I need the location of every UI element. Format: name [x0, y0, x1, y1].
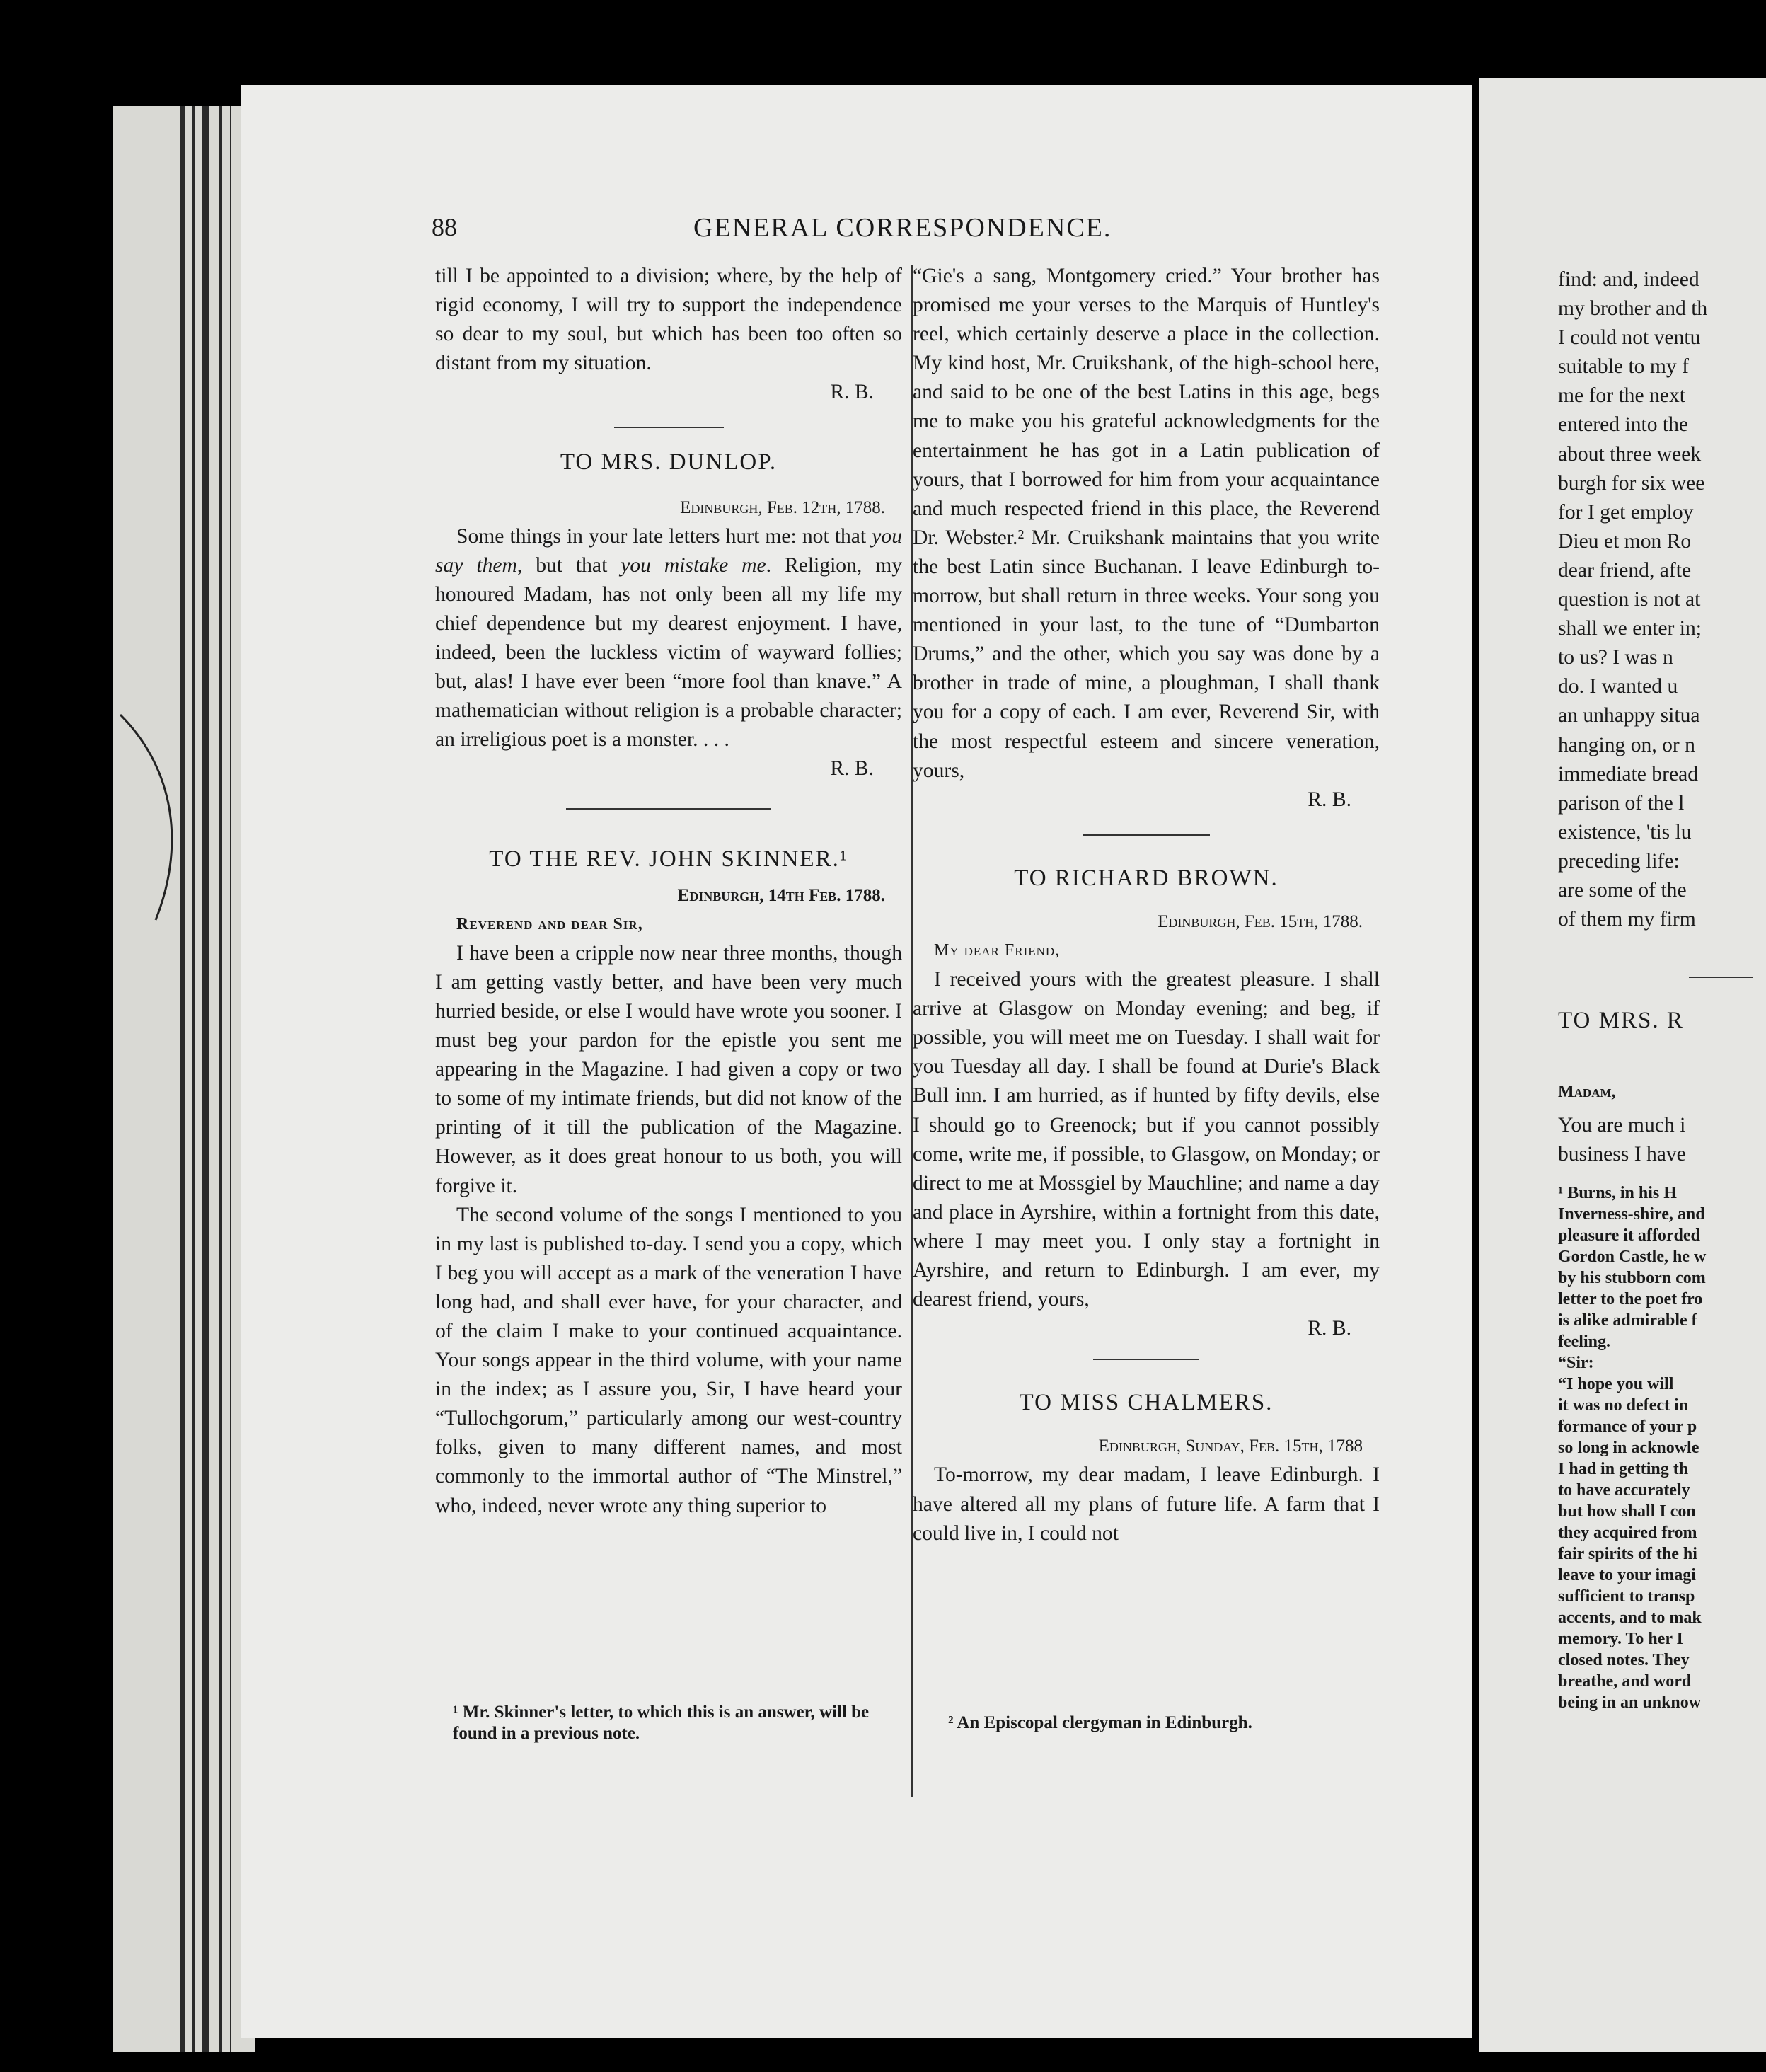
- text-line: “I hope you will: [1558, 1374, 1674, 1393]
- signature: R. B.: [1308, 788, 1351, 811]
- facing-page-text: [1558, 265, 1766, 1713]
- text-line: burgh for six wee: [1558, 471, 1705, 495]
- text-line: ¹ Burns, in his H: [1558, 1183, 1677, 1202]
- letter-body: I have been a cripple now near three months, though I am getting vastly better, and have been very much hurried beside, or else I would have wrote you sooner. I must beg your pardon for the epistle you sent me appearing in the Magazine. I had given a copy or two to some of my intimate friends, but did not know of the printing of it till the publication of the Magazine. However, as it does great honour to us both, you will forgive it.: [435, 941, 902, 1197]
- text-line: being in an unknow: [1558, 1693, 1702, 1712]
- page-number: 88: [432, 213, 457, 241]
- page-88: [241, 85, 1472, 2038]
- letter-body: I received yours with the greatest pleasure. I shall arrive at Glasgow on Monday evening; and beg, if possible, you will meet me on Tuesday. I shall wait for you Tuesday all day. I shall be found at Durie's Black Bull inn. I am hurried, as if hunted by fifty devils, else I should go to Greenock; but if you cannot possibly come, write me, if possible, to Glasgow, on Monday; or direct to me at Mossgiel by Mauchline; and name a day and place in Ayrshire, within a fortnight from this date, where I may meet you. I only stay a fortnight in Ayrshire, and return to Edinburgh. I am ever, my dearest friend, yours,: [913, 968, 1380, 1311]
- section-rule: [1689, 977, 1753, 978]
- text-line: dear friend, afte: [1558, 558, 1692, 582]
- text-line: sufficient to transp: [1558, 1587, 1695, 1606]
- text-line: leave to your imagi: [1558, 1565, 1696, 1584]
- text-line: letter to the poet fro: [1558, 1289, 1703, 1308]
- running-head: [241, 212, 1472, 255]
- text-line: me for the next: [1558, 384, 1685, 408]
- text-line: formance of your p: [1558, 1417, 1697, 1436]
- salutation: My dear Friend,: [934, 940, 1061, 960]
- letter-heading-dunlop: TO MRS. DUNLOP.: [560, 449, 778, 476]
- facing-page-body: [1558, 265, 1766, 934]
- text-line: I could not ventu: [1558, 326, 1701, 350]
- text-line: find: and, indeed: [1558, 268, 1699, 291]
- letter-heading: TO MRS. R: [1558, 1008, 1684, 1034]
- text-line: memory. To her I: [1558, 1629, 1683, 1648]
- text-line: are some of the: [1558, 878, 1687, 902]
- letter-continuation: till I be appointed to a division; where, by the help of rigid economy, I will try to support the independence so dear to my soul, but which has been too often so distant from my situation.: [435, 265, 902, 375]
- dateline: Edinburgh, Feb. 15th, 1788.: [1158, 911, 1363, 931]
- section-rule: [1083, 834, 1210, 836]
- text-line: by his stubborn com: [1558, 1268, 1706, 1287]
- text-line: but how shall I con: [1558, 1502, 1696, 1521]
- letter-body: Some things in your late letters hurt me: not that you say them, but that you mistake me. Religion, my honoured Madam, has not only been all my life my chief dependence but my dearest enjoyment. I have, indeed, been the luckless victim of wayward follies; but, alas! I have ever been “more fool than knave.” A mathematician without religion is a probable character; an irreligious poet is a monster. . . .: [435, 524, 903, 752]
- letter-body: The second volume of the songs I mentioned to you in my last is published to-day. I send you a copy, which I beg you will accept as a mark of the veneration I have long had, and shall ever have, for your character, and of the claim I make to your continued acquaintance. Your songs appear in the third volume, with your name in the index; as I assure you, Sir, I have heard your “Tullochgorum,” particularly among our west-country folks, given to many different names, and most commonly to the immortal author of “The Minstrel,” who, indeed, never wrote any thing superior to: [435, 1203, 902, 1517]
- letter-body: To-morrow, my dear madam, I leave Edinburgh. I have altered all my plans of future life. A farm that I could live in, I could not: [913, 1463, 1380, 1545]
- signature: R. B.: [830, 757, 874, 781]
- text-line: Dieu et mon Ro: [1558, 529, 1692, 553]
- text-line: about three week: [1558, 442, 1702, 466]
- text-line: closed notes. They: [1558, 1650, 1690, 1669]
- text-line: my brother and th: [1558, 297, 1708, 321]
- text-line: Inverness-shire, and: [1558, 1204, 1705, 1224]
- text-line: Gordon Castle, he w: [1558, 1247, 1707, 1266]
- text-line: suitable to my f: [1558, 355, 1689, 379]
- text-line: accents, and to mak: [1558, 1608, 1702, 1627]
- text-line: shall we enter in;: [1558, 617, 1702, 640]
- text-line: pleasure it afforded: [1558, 1226, 1700, 1245]
- salutation: Madam,: [1558, 1083, 1616, 1102]
- letter-heading-chalmers: TO MISS CHALMERS.: [1019, 1390, 1274, 1416]
- facing-page-footnote: [1558, 1182, 1766, 1713]
- text-line: You are much i: [1558, 1114, 1686, 1137]
- text-line: parison of the l: [1558, 791, 1685, 815]
- letter-continuation: “Gie's a sang, Montgomery cried.” Your brother has promised me your verses to the Marquis of Huntley's reel, which certainly deserve a place in the collection. My kind host, Mr. Cruikshank, of the high-school here, and said to be one of the best Latins in this age, begs me to make you his grateful acknowledgments for the entertainment he has got in a Latin publication of yours, that I borrowed for him from your acquaintance and much respected friend in this place, the Reverend Dr. Webster.² Mr. Cruikshank maintains that you write the best Latin since Buchanan. I leave Edinburgh to-morrow, but shall return in three weeks. Your song you mentioned in your last, to the tune of “Dumbarton Drums,” and the other, which you say was done by a brother in trade of mine, a ploughman, I shall thank you for a copy of each. I am ever, Reverend Sir, with the most respectful esteem and sincere veneration, yours,: [913, 265, 1380, 782]
- dateline: Edinburgh, Sunday, Feb. 15th, 1788: [1098, 1437, 1363, 1456]
- dateline: Edinburgh, 14th Feb. 1788.: [677, 885, 885, 905]
- letter-heading-skinner: TO THE REV. JOHN SKINNER.¹: [489, 846, 848, 872]
- text-line: question is not at: [1558, 588, 1701, 611]
- section-rule: [566, 808, 771, 810]
- signature: R. B.: [1308, 1317, 1351, 1340]
- text-line: so long in acknowle: [1558, 1438, 1699, 1457]
- page-title: GENERAL CORRESPONDENCE.: [693, 213, 1112, 243]
- facing-page-letter-body: [1558, 1111, 1766, 1169]
- left-column: [435, 262, 902, 1521]
- section-rule: [614, 427, 724, 428]
- signature: R. B.: [830, 381, 874, 404]
- text-line: of them my firm: [1558, 908, 1696, 931]
- text-line: it was no defect in: [1558, 1395, 1688, 1415]
- text-line: immediate bread: [1558, 762, 1699, 785]
- section-rule: [1093, 1359, 1199, 1360]
- text-line: breathe, and word: [1558, 1671, 1692, 1691]
- text-line: preceding life:: [1558, 849, 1680, 873]
- footnote: ¹ Mr. Skinner's letter, to which this is an answer, will be found in a previous note.: [453, 1703, 870, 1743]
- text-line: business I have: [1558, 1143, 1686, 1166]
- footnote: ² An Episcopal clergyman in Edinburgh.: [948, 1713, 1252, 1732]
- text-line: “Sir:: [1558, 1353, 1594, 1372]
- text-line: to us? I was n: [1558, 646, 1673, 669]
- text-line: to have accurately: [1558, 1480, 1690, 1500]
- book-spine-edge: [113, 106, 255, 2052]
- text-line: entered into the: [1558, 413, 1689, 437]
- text-line: do. I wanted u: [1558, 675, 1678, 698]
- dateline: Edinburgh, Feb. 12th, 1788.: [680, 497, 885, 517]
- text-line: feeling.: [1558, 1332, 1610, 1351]
- text-line: they acquired from: [1558, 1523, 1697, 1542]
- letter-heading-brown: TO RICHARD BROWN.: [1014, 865, 1279, 891]
- text-line: for I get employ: [1558, 500, 1694, 524]
- facing-page: [1479, 78, 1766, 2052]
- margin-pencil-mark: [113, 708, 198, 962]
- text-line: is alike admirable f: [1558, 1311, 1697, 1330]
- text-line: I had in getting th: [1558, 1459, 1689, 1478]
- middle-column: [913, 262, 1380, 1548]
- text-line: fair spirits of the hi: [1558, 1544, 1697, 1563]
- salutation: Reverend and dear Sir,: [456, 914, 643, 933]
- text-line: existence, 'tis lu: [1558, 820, 1692, 844]
- text-line: an unhappy situa: [1558, 704, 1700, 727]
- text-line: hanging on, or n: [1558, 733, 1695, 756]
